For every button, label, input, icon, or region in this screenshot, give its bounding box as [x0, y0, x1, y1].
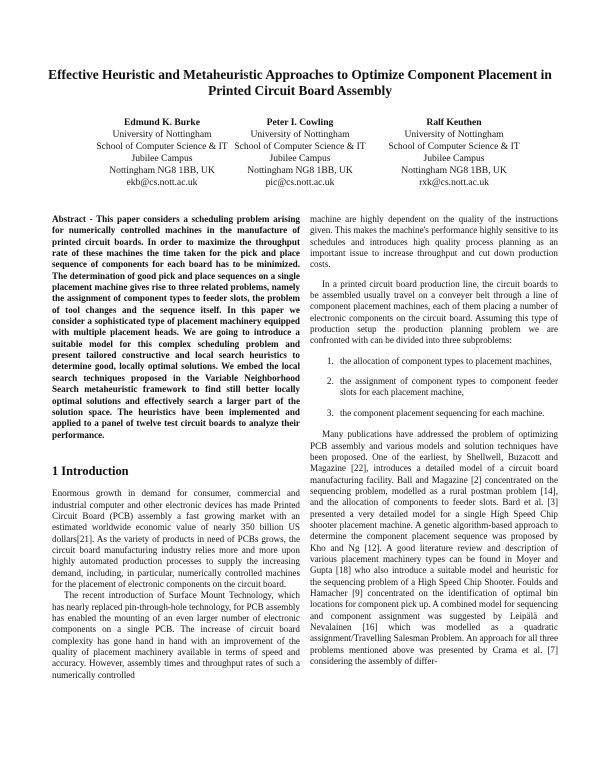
author-name: Peter I. Cowling: [266, 117, 334, 128]
author-campus: Jubilee Campus: [269, 153, 331, 165]
intro-paragraph: The recent introduction of Surface Mount Technology, which has nearly replaced pin-through-hole technology, for PCB assembly has enabled the mounting of an even larger number of electronic components on a single PCB. The increase of circuit board complexity has gone hand in hand with an improvement of the quality of placement machinery available in terms of speed and accuracy. However, assembly times and throughput rates of such a numerically controlled: [52, 590, 300, 680]
author-campus: Jubilee Campus: [131, 153, 193, 165]
author-affiliation: University of Nottingham: [404, 129, 504, 141]
left-column: [52, 214, 300, 681]
author-school: School of Computer Science & IT: [388, 141, 520, 153]
author-affiliation: University of Nottingham: [250, 129, 350, 141]
author-3: [359, 117, 549, 190]
list-item: 3. the component placement sequencing for each machine.: [336, 408, 558, 419]
body-paragraph: Many publications have addressed the problem of optimizing PCB assembly and various models and solution techniques have been proposed. One of the earliest, by Shellwell, Buzacott and Magazine [22], introduces a detailed model of a circuit board manufacturing facility. Ball and Magazine [2] concentrated on the sequencing problem, modelled as a rural postman problem [14], and the allocation of components to feeder slots. Bard et al. [3] presented a very detailed model for a single High Speed Chip shooter placement machine. A genetic algorithm-based approach to determine the component placement sequence was proposed by Kho and Ng [12]. A good literature review and description of various placement machinery types can be found in Moyer and Gupta [18] who also introduce a suitable model and heuristic for the sequencing problem of a High Speed Chip Shooter. Foulds and Hamacher [9] concentrated on the identification of optimal bin locations for component pick up. A combined model for sequencing and component assignment was suggested by Leipälä and Nevalainen [16] which was modelled as a quadratic assignment/Travelling Salesman Problem. An approach for all three problems mentioned above was presented by Crama et al. [7] considering the assembly of differ-: [310, 429, 558, 667]
author-school: School of Computer Science & IT: [96, 141, 228, 153]
subproblem-list: [310, 356, 558, 419]
author-name: Edmund K. Burke: [124, 117, 200, 128]
author-affiliation: University of Nottingham: [112, 129, 212, 141]
paper-title: Effective Heuristic and Metaheuristic Approaches to Optimize Component Placement in Printed Circuit Board Assembly: [48, 67, 552, 98]
body-paragraph: In a printed circuit board production line, the circuit boards to be assembled usually travel on a conveyer belt through a line of component placement machines, each of them placing a number of electronic components on the circuit board. Assuming this type of production setup the production planning problem we are confronted with can be divided into three subproblems:: [310, 278, 558, 346]
author-name: Ralf Keuthen: [426, 117, 482, 128]
author-city: Nottingham NG8 1BB, UK: [401, 165, 507, 177]
abstract: Abstract - This paper considers a scheduling problem arising for numerically controlled machines in the manufacture of printed circuit boards. In order to maximize the throughput rate of these machines the time taken for the pick and place sequence of components for each board has to be minimized. The determination of good pick and place sequences on a single placement machine gives rise to three related problems, namely the assignment of component types to feeder slots, the problem of tool changes and the sequence itself. In this paper we consider a sophisticated type of placement machinery equipped with multiple placement heads. We are going to introduce a suitable model for this complex scheduling problem and present tailored constructive and local search heuristics to determine good, locally optimal solutions. We embed the local search techniques proposed in the Variable Neighborhood Search metaheuristic framework to find still better locally optimal solutions and effectively search a larger part of the solution space. The heuristics have been implemented and applied to a panel of twelve test circuit boards to analyze their performance.: [52, 214, 300, 440]
list-item: 1. the allocation of component types to placement machines,: [336, 356, 558, 367]
body-paragraph: machine are highly dependent on the quality of the instructions given. This makes the machine's performance highly sensitive to its schedules and introduces high quality process planning as an important issue to increase throughput and cut down production costs.: [310, 214, 558, 270]
right-column: [310, 214, 558, 667]
author-city: Nottingham NG8 1BB, UK: [247, 165, 353, 177]
author-email: pic@cs.nott.ac.uk: [265, 177, 335, 189]
author-email: ekb@cs.nott.ac.uk: [126, 177, 198, 189]
intro-paragraph: Enormous growth in demand for consumer, commercial and industrial computer and other electronic devices has made Printed Circuit Board (PCB) assembly a fast growing market with an estimated worldwide economic value of nearly 350 billion US dollars[21]. As the variety of products in need of PCBs grows, the circuit board manufacturing industry relies more and more upon highly automated production processes to supply the increasing demand, including, in particular, numerically controlled machines for the placement of electronic components on the circuit board.: [52, 488, 300, 589]
list-item: 2. the assignment of component types to component feeder slots for each placement machine,: [336, 376, 558, 399]
author-city: Nottingham NG8 1BB, UK: [109, 165, 215, 177]
author-email: rxk@cs.nott.ac.uk: [419, 177, 489, 189]
author-school: School of Computer Science & IT: [234, 141, 366, 153]
author-campus: Jubilee Campus: [423, 153, 485, 165]
section-heading: 1 Introduction: [52, 463, 129, 478]
